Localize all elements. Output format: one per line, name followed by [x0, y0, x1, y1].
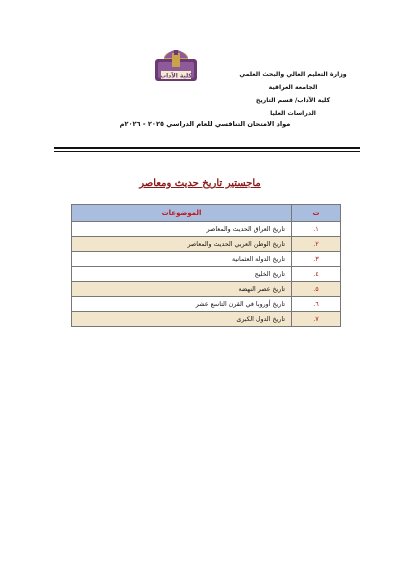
- topic-name: تاريخ الدول الكبرى: [72, 312, 292, 327]
- table-header-row: [72, 205, 341, 222]
- topic-name: تاريخ عصر النهضة: [72, 282, 292, 297]
- college-department: كلية الآداب/ قسم التاريخ: [255, 97, 331, 104]
- header-institution: [228, 68, 358, 120]
- row-number: ٤.: [292, 267, 341, 282]
- table-row: [72, 267, 341, 282]
- topics-table: [71, 204, 341, 327]
- topic-name: تاريخ الخليج: [72, 267, 292, 282]
- table-row: [72, 222, 341, 237]
- college-logo: [149, 44, 203, 88]
- row-number: ٥.: [292, 282, 341, 297]
- table-row: [72, 282, 341, 297]
- topic-name: تاريخ الدولة العثمانية: [72, 252, 292, 267]
- program-title: ماجستير تاريخ حديث ومعاصر: [139, 178, 261, 189]
- university-name: الجامعة العراقية: [268, 84, 318, 91]
- svg-text:كلية الآداب: كلية الآداب: [160, 72, 192, 80]
- row-number: ٧.: [292, 312, 341, 327]
- row-number: ٦.: [292, 297, 341, 312]
- postgraduate-studies: الدراسات العليا: [270, 110, 316, 117]
- divider-thick: [54, 147, 360, 149]
- divider-thin: [54, 151, 360, 152]
- topic-name: تاريخ العراق الحديث والمعاصر: [72, 222, 292, 237]
- row-number: ٢.: [292, 237, 341, 252]
- row-number: ٣.: [292, 252, 341, 267]
- table-row: [72, 237, 341, 252]
- ministry-name: وزارة التعليم العالي والبحث العلمي: [239, 71, 347, 78]
- topic-name: تاريخ الوطن العربي الحديث والمعاصر: [72, 237, 292, 252]
- table-row: [72, 297, 341, 312]
- exam-subjects-line: مواد الامتحان التنافسي للعام الدراسي ٢٠٢٥ - ٢٠٢٦م: [119, 120, 291, 128]
- table-row: [72, 312, 341, 327]
- topic-name: تاريخ أوروبا في القرن التاسع عشر: [72, 297, 292, 312]
- table-row: [72, 252, 341, 267]
- topics-column-header: الموضوعات: [72, 205, 292, 222]
- number-column-header: ت: [292, 205, 341, 222]
- row-number: ١.: [292, 222, 341, 237]
